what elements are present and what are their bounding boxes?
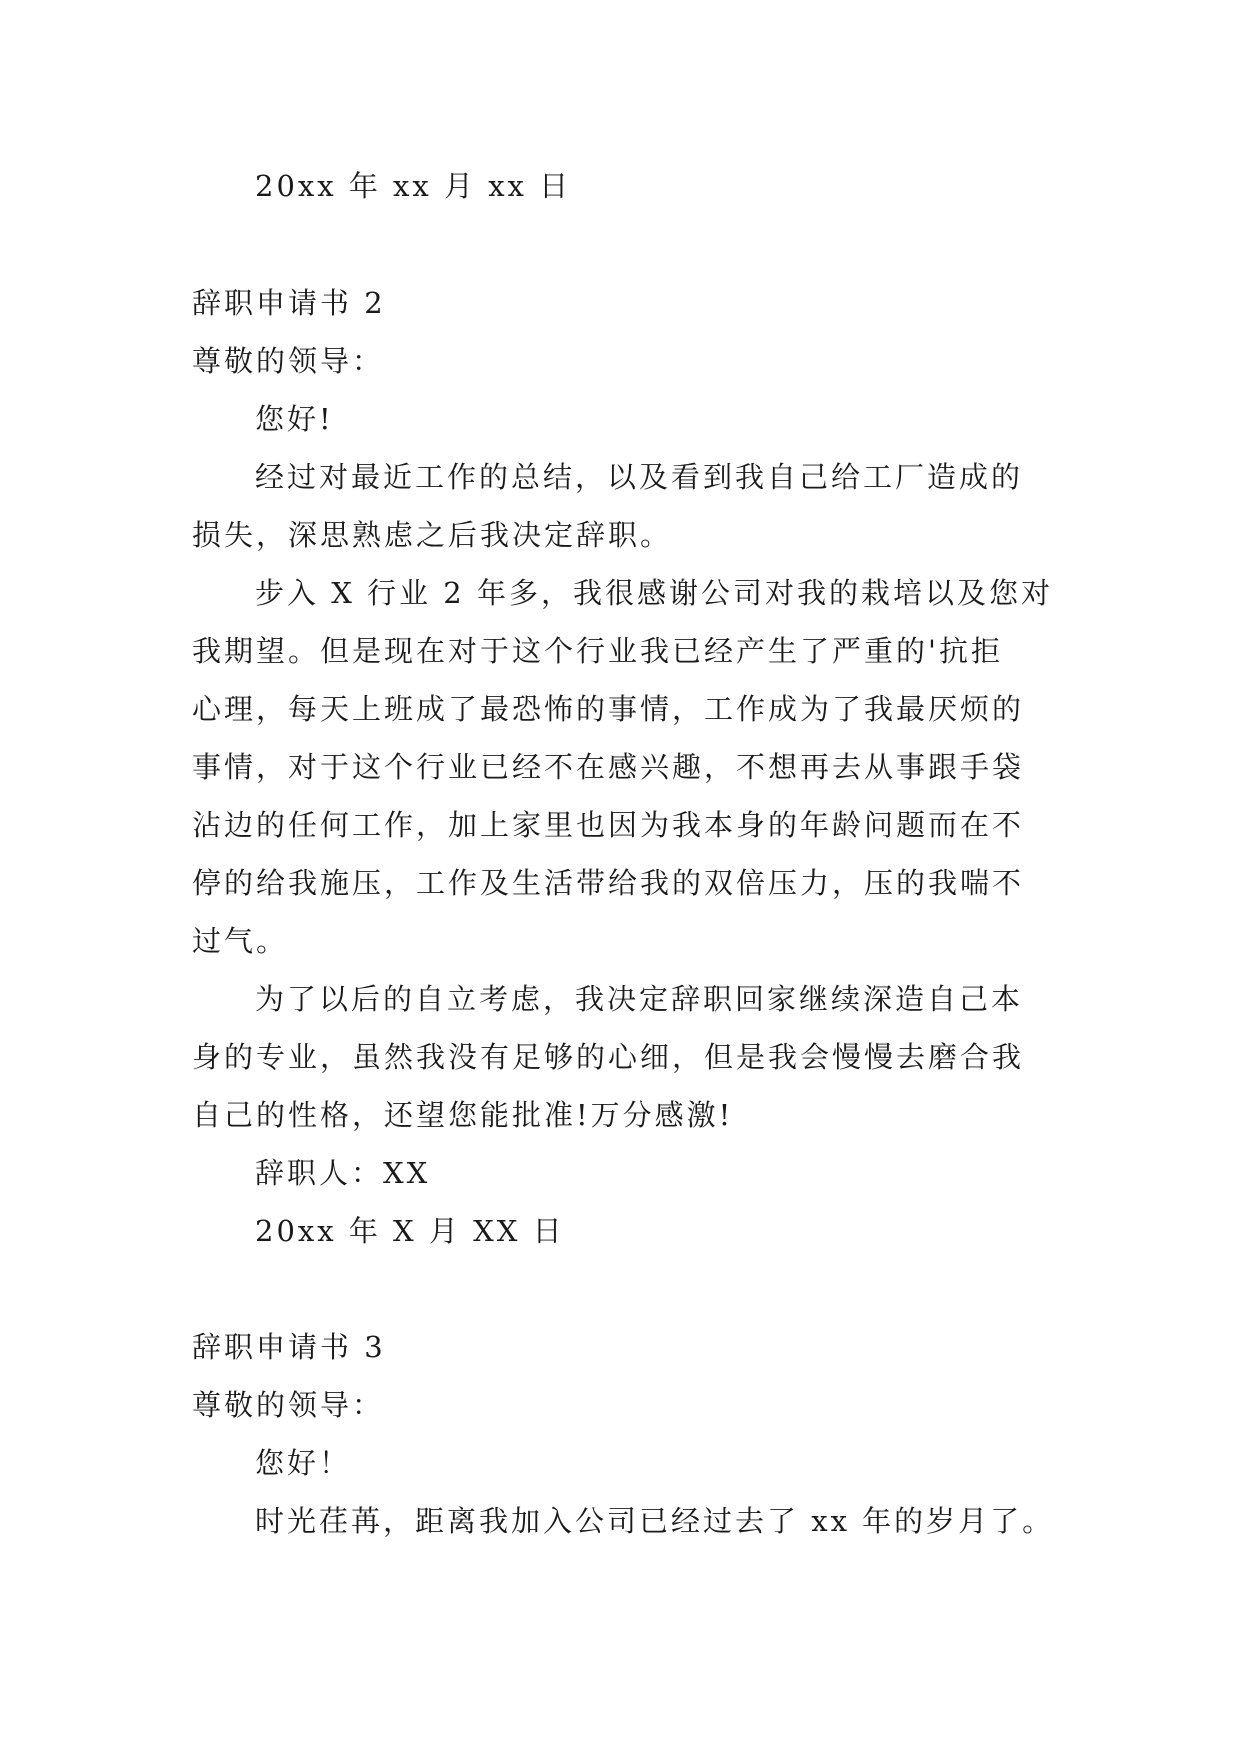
letter2-paragraph2-line7: 过气。 <box>192 924 289 958</box>
letter2-paragraph1-line2: 损失，深思熟虑之后我决定辞职。 <box>192 518 673 552</box>
letter3-greeting: 您好！ <box>255 1446 352 1480</box>
letter2-paragraph2-line2: 我期望。但是现在对于这个行业我已经产生了严重的'抗拒 <box>192 634 1003 668</box>
letter3-paragraph1-line1: 时光荏苒，距离我加入公司已经过去了 xx 年的岁月了。 <box>255 1504 1055 1538</box>
letter2-paragraph2-line6: 停的给我施压，工作及生活带给我的双倍压力，压的我喘不 <box>192 866 1025 900</box>
letter2-paragraph2-line3: 心理，每天上班成了最恐怖的事情，工作成为了我最厌烦的 <box>192 692 1025 726</box>
letter2-greeting: 您好! <box>255 402 334 436</box>
letter2-paragraph3-line1: 为了以后的自立考虑，我决定辞职回家继续深造自己本 <box>255 982 1024 1016</box>
letter2-paragraph2-line1: 步入 X 行业 2 年多，我很感谢公司对我的栽培以及您对 <box>255 576 1053 610</box>
letter2-paragraph3-line2: 身的专业，虽然我没有足够的心细，但是我会慢慢去磨合我 <box>192 1040 1025 1074</box>
letter2-paragraph1-line1: 经过对最近工作的总结，以及看到我自己给工厂造成的 <box>255 460 1024 494</box>
letter2-paragraph2-line4: 事情，对于这个行业已经不在感兴趣，不想再去从事跟手袋 <box>192 750 1025 784</box>
letter2-title: 辞职申请书 2 <box>192 286 386 320</box>
letter2-salutation: 尊敬的领导： <box>192 344 385 378</box>
letter1-date: 20xx 年 xx 月 xx 日 <box>255 169 572 203</box>
letter3-salutation: 尊敬的领导： <box>192 1388 385 1422</box>
letter2-date: 20xx 年 X 月 XX 日 <box>255 1214 565 1248</box>
letter3-title: 辞职申请书 3 <box>192 1330 386 1364</box>
letter2-signer: 辞职人：XX <box>255 1156 431 1190</box>
letter2-paragraph3-line3: 自己的性格，还望您能批准!万分感激! <box>192 1098 734 1132</box>
letter2-paragraph2-line5: 沾边的任何工作，加上家里也因为我本身的年龄问题而在不 <box>192 808 1025 842</box>
